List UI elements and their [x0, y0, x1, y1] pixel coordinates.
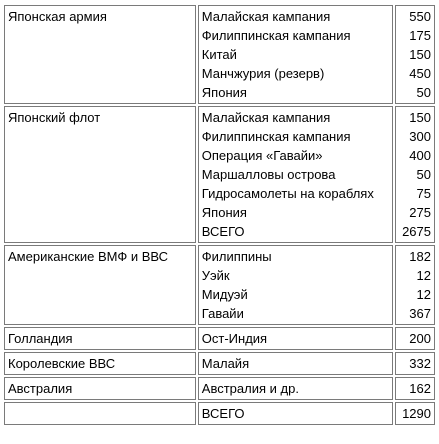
side-cell — [4, 245, 196, 325]
side-label — [8, 404, 192, 423]
place-label: Малайская кампания — [201, 9, 331, 24]
count-value: 300 — [409, 129, 431, 144]
count-cell — [395, 5, 435, 104]
place-label: Филиппины — [201, 249, 272, 264]
count-value: 332 — [409, 356, 431, 371]
place-cell — [198, 327, 393, 350]
place-label: Малайская кампания — [201, 110, 331, 125]
table-row-group-1 — [4, 5, 435, 104]
place-label: Китай — [201, 47, 237, 62]
place-label: Австралия и др. — [201, 381, 299, 396]
count-value: 150 — [409, 47, 431, 62]
side-label: Американские ВМФ и ВВС — [8, 249, 169, 264]
side-cell — [4, 352, 196, 375]
table-row-group-2 — [4, 106, 435, 243]
count-value: 200 — [409, 331, 431, 346]
side-cell — [4, 327, 196, 350]
table-row-group-4 — [4, 327, 435, 350]
place-label: Гидросамолеты на кораблях — [201, 186, 374, 201]
place-label: Уэйк — [201, 268, 230, 283]
count-value: 175 — [409, 28, 431, 43]
count-value: 12 — [416, 268, 431, 283]
aircraft-strength-table — [2, 3, 437, 427]
count-value: 75 — [416, 186, 431, 201]
side-label: Королевские ВВС — [8, 356, 116, 371]
side-label: Австралия — [8, 381, 73, 396]
count-value: 182 — [409, 249, 431, 264]
table-row-group-6 — [4, 377, 435, 400]
count-value: 550 — [409, 9, 431, 24]
count-cell — [395, 106, 435, 243]
count-cell — [395, 352, 435, 375]
place-label: Ост-Индия — [201, 331, 268, 346]
count-value: 50 — [416, 167, 431, 182]
count-cell — [395, 327, 435, 350]
total-value: 1290 — [402, 406, 431, 421]
place-label: Малайя — [201, 356, 250, 371]
place-cell — [198, 106, 393, 243]
table-row-total — [4, 402, 435, 425]
count-value: 400 — [409, 148, 431, 163]
count-cell — [395, 245, 435, 325]
place-cell — [198, 377, 393, 400]
place-label: Филиппинская кампания — [201, 129, 351, 144]
count-value: 450 — [409, 66, 431, 81]
side-label: Японская армия — [8, 9, 107, 24]
table-row-group-5 — [4, 352, 435, 375]
count-value: 150 — [409, 110, 431, 125]
place-label: Операция «Гавайи» — [201, 148, 323, 163]
count-cell — [395, 402, 435, 425]
side-cell — [4, 106, 196, 243]
place-label: Гавайи — [201, 306, 244, 321]
place-cell — [198, 352, 393, 375]
table-row-group-3 — [4, 245, 435, 325]
side-cell — [4, 5, 196, 104]
count-value: 50 — [416, 85, 431, 100]
count-value: 162 — [409, 381, 431, 396]
place-label: Манчжурия (резерв) — [201, 66, 325, 81]
place-cell — [198, 402, 393, 425]
count-value: 2675 — [402, 224, 431, 239]
side-cell — [4, 402, 196, 425]
place-label: ВСЕГО — [201, 224, 245, 239]
place-cell — [198, 5, 393, 104]
count-cell — [395, 377, 435, 400]
place-label: Япония — [201, 205, 247, 220]
place-cell — [198, 245, 393, 325]
total-label: ВСЕГО — [201, 406, 245, 421]
place-label: Маршалловы острова — [201, 167, 336, 182]
place-label: Филиппинская кампания — [201, 28, 351, 43]
side-label: Голландия — [8, 331, 73, 346]
count-value: 275 — [409, 205, 431, 220]
count-value: 367 — [409, 306, 431, 321]
side-cell — [4, 377, 196, 400]
place-label: Япония — [201, 85, 247, 100]
count-value: 12 — [416, 287, 431, 302]
side-label: Японский флот — [8, 110, 101, 125]
place-label: Мидуэй — [201, 287, 248, 302]
